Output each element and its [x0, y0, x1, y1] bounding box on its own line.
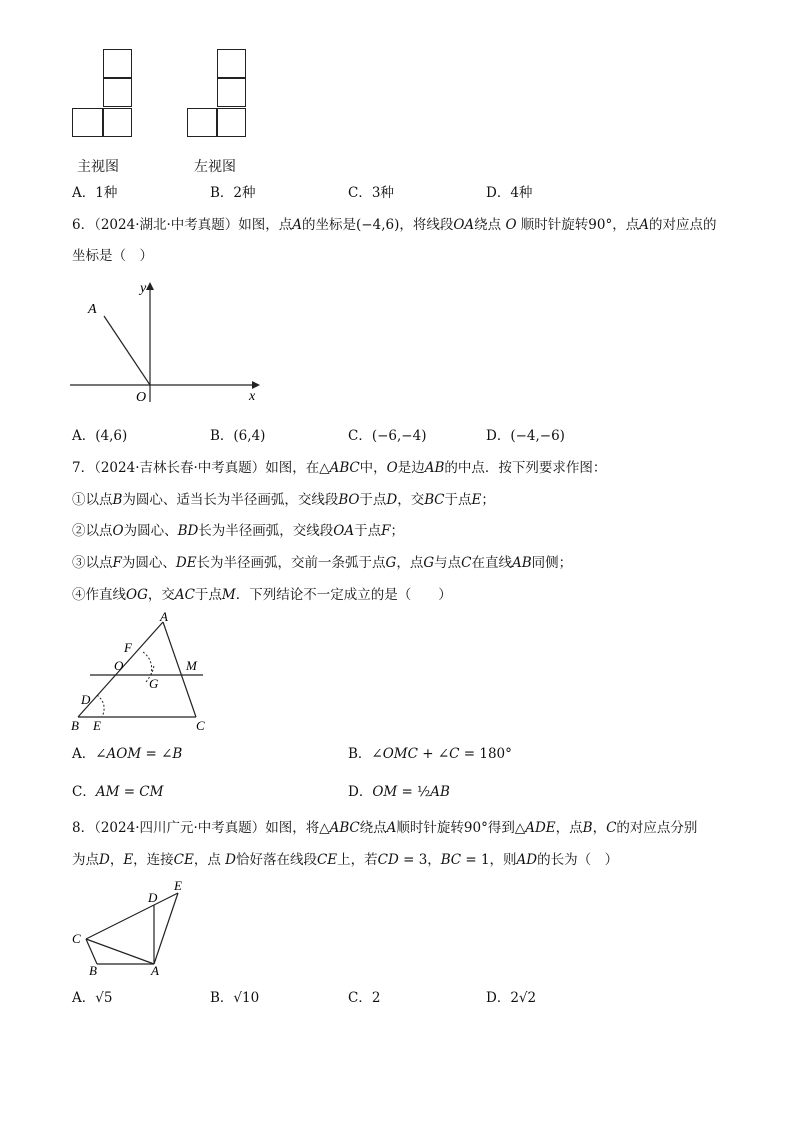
q6-option-c: C．(−6,−4): [348, 428, 427, 444]
q6-stem-line2: 坐标是（ ）: [72, 248, 153, 264]
q7-step-2: ②以点𝑂为圆心、𝐵𝐷长为半径画弧，交线段𝑂𝐴于点𝐹；: [72, 523, 404, 539]
q6-label-y: y: [140, 281, 147, 296]
q6-option-d: D．(−4,−6): [486, 428, 565, 444]
q7-label-f: F: [124, 640, 132, 655]
q7-option-d: D．𝑂𝑀 = ½𝐴𝐵: [348, 784, 450, 800]
left-view-label: 左视图: [194, 159, 236, 175]
q7-step-1: ①以点𝐵为圆心、适当长为半径画弧，交线段𝐵𝑂于点𝐷，交𝐵𝐶于点𝐸；: [72, 492, 495, 508]
q8-stem-line1: 8．（2024·四川广元·中考真题）如图，将△𝐴𝐵𝐶绕点𝐴顺时针旋转90°得到△𝐴𝐷𝐸，点𝐵，𝐶的对应点分别: [72, 820, 698, 836]
q8-label-d: D: [148, 890, 158, 905]
q7-stem: 7．（2024·吉林长春·中考真题）如图，在△𝐴𝐵𝐶中，𝑂是边𝐴𝐵的中点．按下列要求作图：: [72, 460, 607, 476]
q6-label-x: x: [249, 389, 256, 404]
q8-stem-line2: 为点𝐷，𝐸，连接𝐶𝐸，点 𝐷恰好落在线段𝐶𝐸上，若𝐶𝐷 = 3，𝐵𝐶 = 1，则𝐴𝐷的长为（ ）: [72, 852, 619, 868]
q7-label-m: M: [186, 658, 197, 673]
q5-option-b: B．2种: [210, 185, 256, 201]
q8-option-d: D．2√2: [486, 990, 537, 1006]
q8-option-b: B．√10: [210, 990, 260, 1006]
q6-label-a: A: [88, 302, 97, 317]
q7-option-b: B．∠𝑂𝑀𝐶 + ∠𝐶 = 180°: [348, 746, 512, 762]
q7-option-c: C．𝐴𝑀 = 𝐶𝑀: [72, 784, 164, 800]
q7-label-g: G: [149, 676, 159, 691]
q8-label-c: C: [72, 931, 81, 946]
q6-option-a: A．(4,6): [72, 428, 128, 444]
q8-option-a: A．√5: [72, 990, 113, 1006]
q5-option-c: C．3种: [348, 185, 394, 201]
q7-step-3: ③以点𝐹为圆心、𝐷𝐸长为半径画弧，交前一条弧于点𝐺，点𝐺与点𝐶在直线𝐴𝐵同侧；: [72, 555, 573, 571]
q8-label-e: E: [174, 878, 182, 893]
q6-stem-line1: 6．（2024·湖北·中考真题）如图，点𝐴的坐标是(−4,6)，将线段𝑂𝐴绕点 𝑂 顺时针旋转90°，点𝐴的对应点的: [72, 217, 717, 233]
q7-option-a: A．∠𝐴𝑂𝑀 = ∠𝐵: [72, 746, 183, 762]
q5-option-d: D．4种: [486, 185, 533, 201]
q8-option-c: C．2: [348, 990, 381, 1006]
q7-triangle-figure: [68, 612, 218, 737]
q5-option-a: A．1种: [72, 185, 118, 201]
q7-label-c: C: [196, 718, 205, 733]
q6-label-o: O: [136, 390, 147, 405]
q7-label-b: B: [71, 718, 79, 733]
q8-label-a: A: [151, 963, 159, 978]
q7-label-d: D: [81, 692, 91, 707]
front-view-label: 主视图: [77, 159, 119, 175]
q7-label-e: E: [93, 718, 101, 733]
q6-coordinate-figure: [68, 280, 268, 405]
q7-label-a: A: [160, 612, 168, 624]
q6-option-b: B．(6,4): [210, 428, 266, 444]
q7-step-4: ④作直线𝑂𝐺，交𝐴𝐶于点𝑀．下列结论不一定成立的是（ ）: [72, 587, 452, 603]
q7-label-o: O: [114, 658, 124, 673]
q8-label-b: B: [89, 963, 97, 978]
q8-rotation-figure: [68, 876, 198, 981]
